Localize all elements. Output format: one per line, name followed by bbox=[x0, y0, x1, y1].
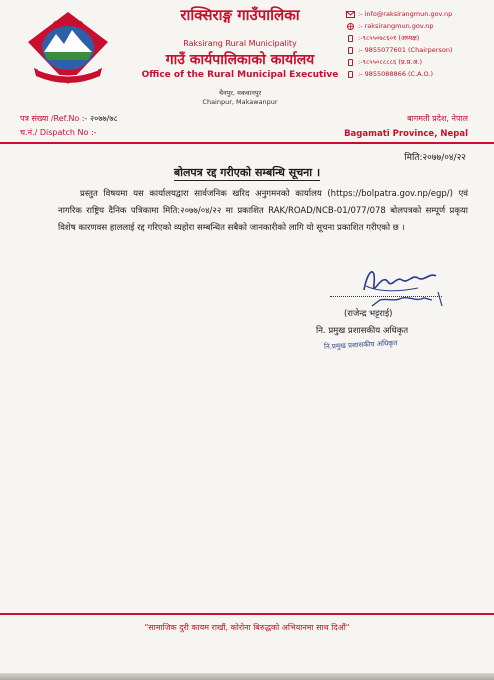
office-name-english: Office of the Rural Municipal Executive bbox=[141, 70, 339, 80]
letter-body bbox=[58, 186, 468, 237]
dispatch-number-line bbox=[20, 127, 97, 138]
contact-text: :- info@raksirangmun.gov.np bbox=[358, 10, 453, 18]
contact-text: :-९८५५०७८६०१ (अध्यक्ष) bbox=[358, 34, 420, 42]
subject-line bbox=[0, 165, 494, 180]
contact-list bbox=[346, 8, 491, 80]
contact-text: :-९८५५०८८८८६ (प्र.प्र.अ.) bbox=[358, 58, 423, 66]
contact-text: :- raksirangmun.gov.np bbox=[358, 22, 434, 30]
subject-text: बोलपत्र रद्द गरीएको सम्बन्धि सूचना । bbox=[173, 166, 321, 179]
phone-icon bbox=[346, 71, 355, 78]
nepal-emblem-logo bbox=[22, 8, 114, 88]
footer-slogan: "सामाजिक दुरी कायम राखौं, कोरोना बिरुद्धको अभियानमा साथ दिऔं" bbox=[144, 623, 350, 632]
office-name-nepali: गाउँ कार्यपालिकाको कार्यालय bbox=[165, 52, 315, 68]
footer-divider bbox=[0, 613, 494, 615]
globe-icon bbox=[346, 23, 355, 30]
letterhead-title-block bbox=[120, 6, 360, 107]
province-nepali: बागमती प्रदेश, नेपाल bbox=[407, 114, 468, 123]
official-stamp: नि.प्रमुख प्रशासकीय अधिकृत bbox=[323, 339, 398, 351]
ref-label: पत्र संख्या /Ref.No :- bbox=[20, 114, 88, 123]
contact-email bbox=[346, 8, 491, 20]
phone-icon bbox=[346, 47, 355, 54]
municipality-name-nepali: राक्सिराङ्ग गाउँपालिका bbox=[180, 6, 300, 24]
header-divider bbox=[0, 142, 494, 144]
address-english: Chainpur, Makawanpur bbox=[202, 98, 278, 106]
dispatch-label: च.नं./ Dispatch No :- bbox=[20, 128, 97, 137]
contact-phone-chair-en bbox=[346, 44, 491, 56]
contact-text: :- 9855077601 (Chairperson) bbox=[358, 46, 453, 54]
ref-value: २०७७/७८ bbox=[90, 114, 118, 123]
province-english: Bagamati Province, Nepal bbox=[344, 129, 468, 139]
contact-text: :- 9855088866 (C.A.O.) bbox=[358, 70, 434, 78]
signature-dotted-line bbox=[330, 296, 442, 297]
signatory-name: (राजेन्द्र भट्टराई) bbox=[344, 309, 393, 319]
address-nepali: चैनपुर, मकवानपुर bbox=[218, 89, 262, 97]
phone-icon bbox=[346, 35, 355, 42]
ref-number-line bbox=[20, 113, 118, 124]
email-icon bbox=[346, 11, 355, 18]
handwritten-signature bbox=[358, 262, 450, 312]
body-paragraph: प्रस्तुत विषयमा यस कार्यालयद्वारा सार्वजनिक खरिद अनुगमनको कार्यालय (https://bolpatra.gov.np/egp/) एवं नागरिक राष्ट्रिय दैनिक पत्रिकामा मिति:२०७७/०४/२२ मा प्रकाशित RAK/ROAD/NCB-01/077/078 बोलपत्रको सम्पूर्ण प्रकृया विशेष कारणवस हाललाई रद्द गरिएको व्यहोरा सम्बन्धित सबैको जानकारीको लागि यो सूचना प्रकाशित गरीएको छ । bbox=[58, 189, 468, 233]
municipality-name-english: Raksirang Rural Municipality bbox=[183, 39, 297, 48]
phone-icon bbox=[346, 59, 355, 66]
contact-phone-cao-np bbox=[346, 56, 491, 68]
contact-phone-cao-en bbox=[346, 68, 491, 80]
signatory-title: नि. प्रमुख प्रशासकीय अधिकृत bbox=[316, 326, 409, 336]
scan-edge-shadow bbox=[0, 673, 494, 680]
contact-website bbox=[346, 20, 491, 32]
letter-date: मिति:२०७७/०४/२२ bbox=[404, 153, 466, 163]
contact-phone-chair-np bbox=[346, 32, 491, 44]
